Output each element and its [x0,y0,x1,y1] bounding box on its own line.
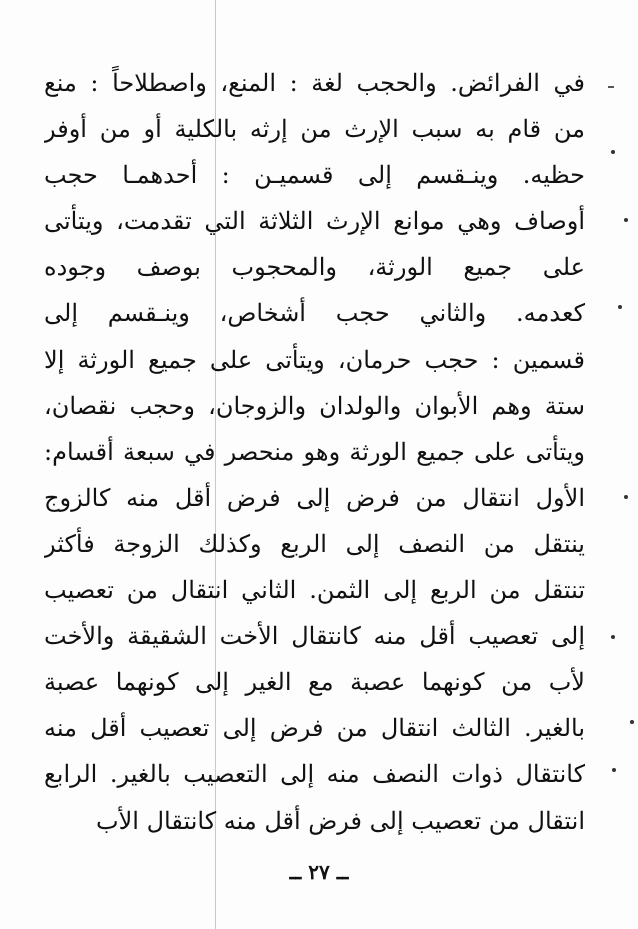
margin-mark [611,150,615,154]
margin-mark [608,86,614,88]
text-line: إلى تعصيب أقل منه كانتقال الأخت الشقيقة والأخت [44,622,585,651]
text-line: من قام به سبب الإرث من إرثه بالكلية أو من أوفر [44,115,585,144]
text-line: بالغير. الثالث انتقال من فرض إلى تعصيب أقل منه [44,714,585,743]
margin-mark [618,305,622,309]
text-line: كانتقال ذوات النصف منه إلى التعصيب بالغير. الرابع [44,760,585,789]
text-line: ستة وهم الأبوان والولدان والزوجان، وحجب نقصان، [44,391,585,420]
text-line: انتقال من تعصيب إلى فرض أقل منه كانتقال الأب [95,806,585,835]
margin-mark [624,218,628,222]
text-line: حظيه. وينـقسم إلى قسميـن : أحدهمـا حجب [44,161,585,190]
margin-mark [624,495,628,499]
text-line: ينتقل من النصف إلى الربع وكذلك الزوجة فأكثر [44,529,585,558]
text-line: أوصاف وهي موانع الإرث الثلاثة التي تقدمت، ويتأتى [44,207,585,236]
text-line: في الفرائض. والحجب لغة : المنع، واصطلاحاً : منع [44,69,585,97]
margin-mark [611,635,615,639]
text-line: لأب من كونهما عصبة مع الغير إلى كونهما عصبة [44,668,585,697]
margin-mark [612,768,616,772]
text-line: الأول انتقال من فرض إلى فرض أقل منه كالزوج [44,483,585,512]
text-line: تنتقل من الربع إلى الثمن. الثاني انتقال من تعصيب [44,576,585,605]
page-number: ــ ٢٧ ــ [289,860,349,884]
text-line: كعدمه. والثاني حجب أشخاص، وينـقسم إلى [44,299,585,328]
text-line: على جميع الورثة، والمحجوب بوصف وجوده [44,253,585,282]
margin-mark [630,720,634,724]
body-text [44,60,585,844]
text-line: ويتأتى على جميع الورثة وهو منحصر في سبعة أقسام: [44,437,585,466]
text-line: قسمين : حجب حرمان، ويتأتى على جميع الورثة إلا [44,345,585,374]
